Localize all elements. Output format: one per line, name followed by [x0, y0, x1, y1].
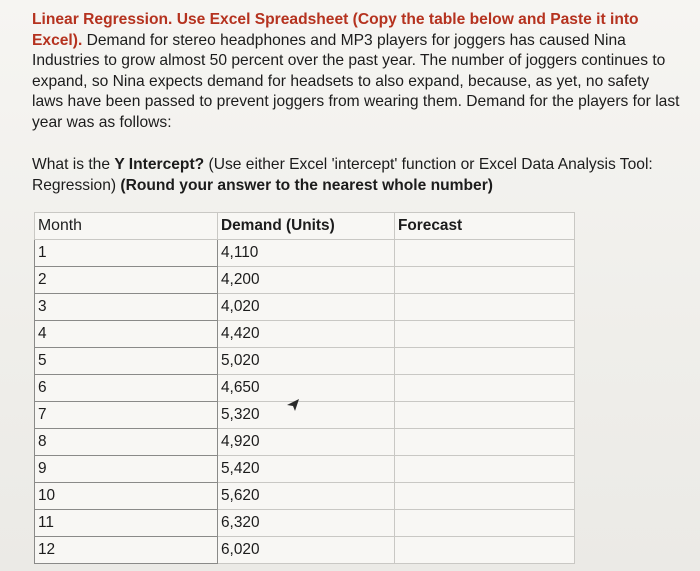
demand-table	[34, 212, 575, 564]
question-bold2: (Round your answer to the nearest whole number)	[120, 176, 493, 194]
demand-cell: 4,200	[218, 267, 395, 294]
month-cell: 2	[35, 267, 218, 294]
header-forecast: Forecast	[395, 213, 575, 240]
demand-cell: 5,420	[218, 456, 395, 483]
forecast-cell[interactable]	[395, 240, 575, 267]
demand-cell: 4,110	[218, 240, 395, 267]
month-cell: 4	[35, 321, 218, 348]
forecast-cell[interactable]	[395, 348, 575, 375]
forecast-cell[interactable]	[395, 402, 575, 429]
demand-cell: 5,320	[218, 402, 395, 429]
table-row	[35, 294, 575, 321]
forecast-cell[interactable]	[395, 294, 575, 321]
forecast-cell[interactable]	[395, 483, 575, 510]
demand-cell: 5,620	[218, 483, 395, 510]
table-row	[35, 510, 575, 537]
month-cell: 5	[35, 348, 218, 375]
forecast-cell[interactable]	[395, 429, 575, 456]
table-row	[35, 456, 575, 483]
table-row	[35, 375, 575, 402]
table-row	[35, 240, 575, 267]
month-cell: 6	[35, 375, 218, 402]
demand-cell: 4,020	[218, 294, 395, 321]
table-body	[35, 240, 575, 564]
month-cell: 3	[35, 294, 218, 321]
header-demand: Demand (Units)	[218, 213, 395, 240]
question-part2: (Use either Excel 'intercept' function or Excel Data Analysis Tool: Regression)	[32, 156, 653, 194]
demand-cell: 6,320	[218, 510, 395, 537]
month-cell: 8	[35, 429, 218, 456]
demand-cell: 6,020	[218, 537, 395, 564]
demand-cell: 5,020	[218, 348, 395, 375]
table-row	[35, 483, 575, 510]
table-row	[35, 348, 575, 375]
forecast-cell[interactable]	[395, 375, 575, 402]
question-text	[32, 155, 687, 196]
forecast-cell[interactable]	[395, 456, 575, 483]
problem-body: Demand for stereo headphones and MP3 players for joggers has caused Nina Industries to grow almost 50 percent over the past year. The number of joggers continues to expand, so Nina expects demand for headsets to also expand, because, as yet, no safety laws have been passed to prevent joggers from wearing them. Demand for the players for last year was as follows:	[32, 31, 680, 131]
forecast-cell[interactable]	[395, 510, 575, 537]
table-row	[35, 537, 575, 564]
problem-lead: Linear Regression. Use Excel Spreadsheet (Copy the table below and Paste it into Excel).	[32, 11, 639, 49]
mouse-pointer-icon	[287, 399, 301, 413]
table-header-row	[35, 213, 575, 240]
month-cell: 10	[35, 483, 218, 510]
header-month: Month	[35, 213, 218, 240]
month-cell: 11	[35, 510, 218, 537]
table-row	[35, 267, 575, 294]
forecast-cell[interactable]	[395, 321, 575, 348]
table-row	[35, 321, 575, 348]
forecast-cell[interactable]	[395, 267, 575, 294]
question-bold1: Y Intercept?	[114, 156, 205, 173]
demand-cell: 4,420	[218, 321, 395, 348]
table-row	[35, 402, 575, 429]
month-cell: 12	[35, 537, 218, 564]
month-cell: 7	[35, 402, 218, 429]
question-part1: What is the	[32, 156, 115, 173]
month-cell: 1	[35, 240, 218, 267]
forecast-cell[interactable]	[395, 537, 575, 564]
table-row	[35, 429, 575, 456]
demand-cell: 4,650	[218, 375, 395, 402]
demand-cell: 4,920	[218, 429, 395, 456]
month-cell: 9	[35, 456, 218, 483]
problem-statement	[32, 10, 682, 133]
